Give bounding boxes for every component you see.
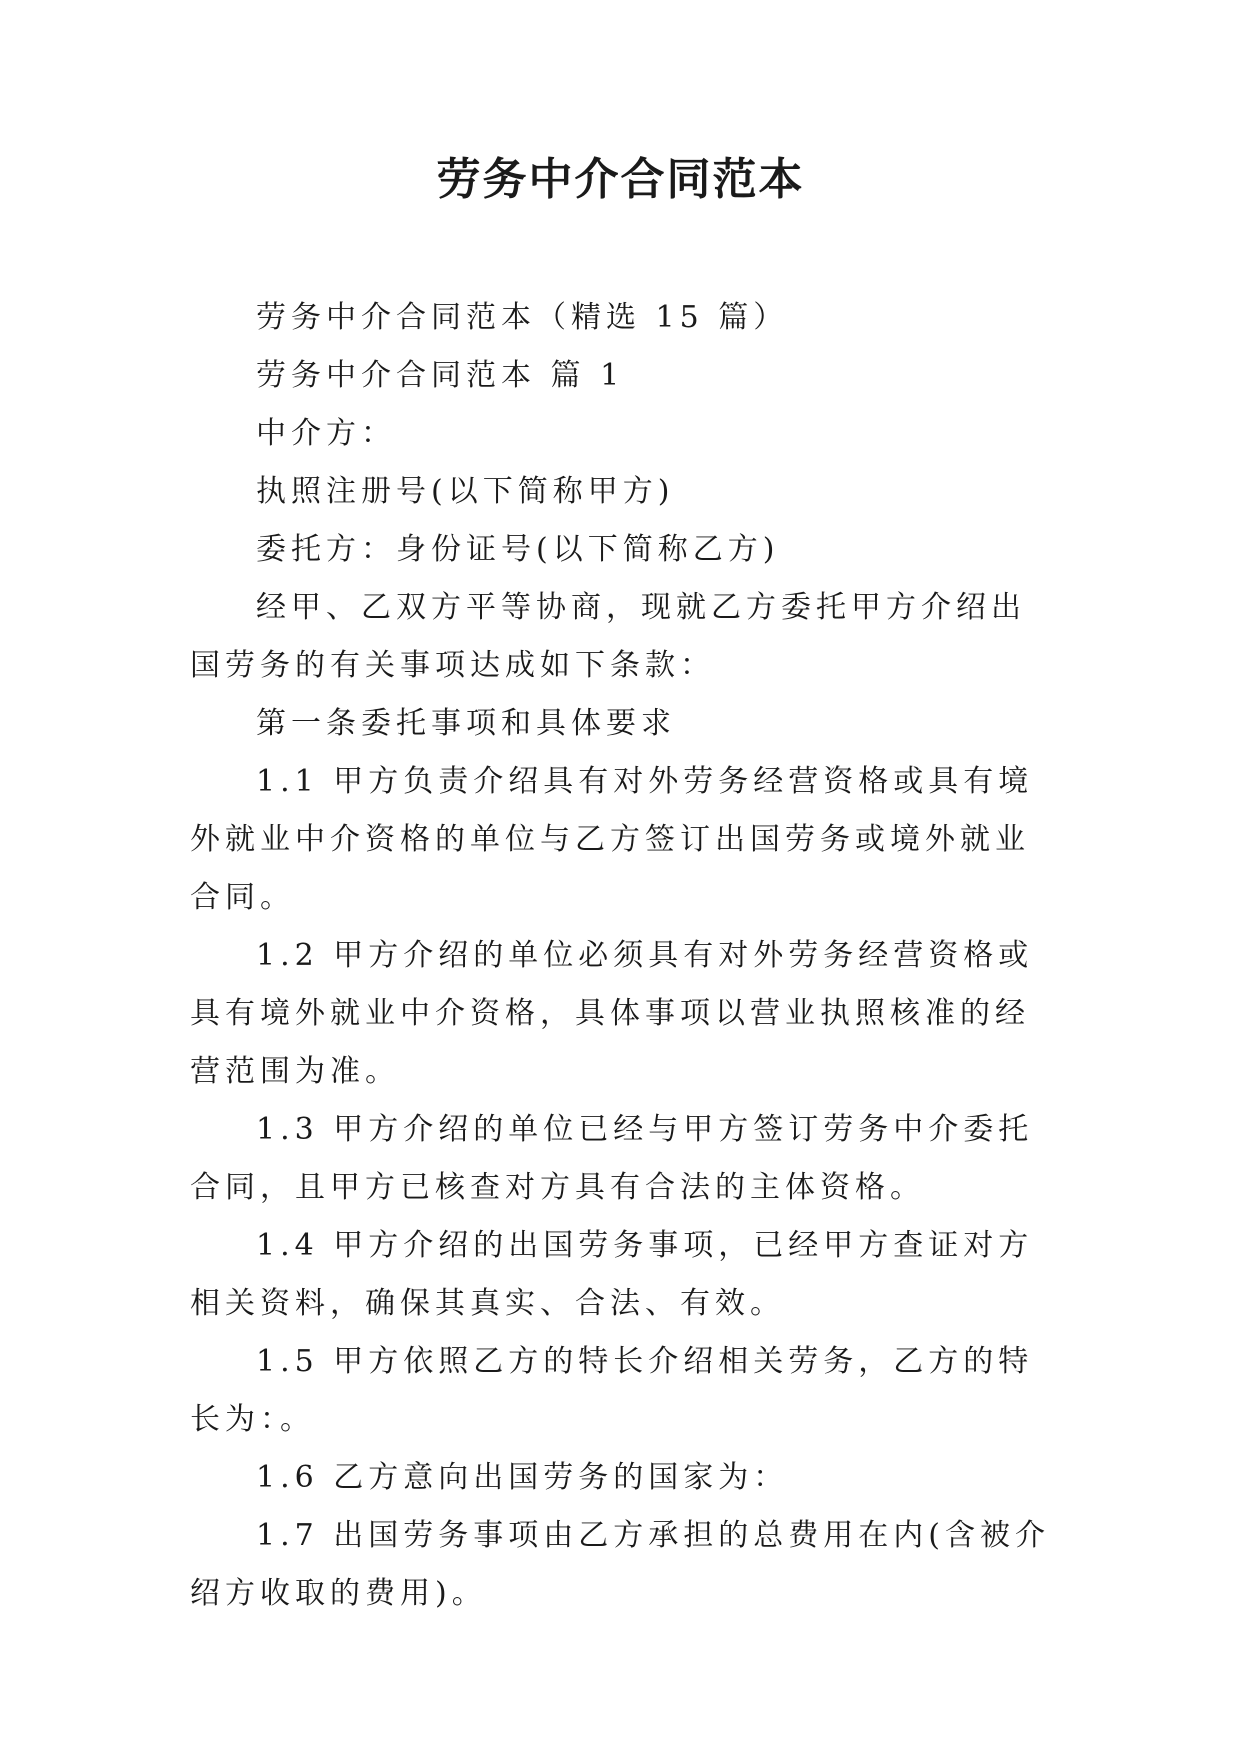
paragraph-clause-1-4: 1.4 甲方介绍的出国劳务事项，已经甲方查证对方相关资料，确保其真实、合法、有效。	[190, 1228, 1034, 1321]
paragraph-clause-1-1: 1.1 甲方负责介绍具有对外劳务经营资格或具有境外就业中介资格的单位与乙方签订出国劳务或境外就业合同。	[190, 764, 1034, 915]
paragraph-clause-1-5: 1.5 甲方依照乙方的特长介绍相关劳务，乙方的特长为：。	[190, 1344, 1034, 1437]
paragraph-article-1: 第一条委托事项和具体要求	[256, 706, 676, 741]
document-title: 劳务中介合同范本	[436, 154, 805, 205]
paragraph-intermediary: 中介方：	[256, 416, 396, 451]
paragraph-heading: 劳务中介合同范本（精选 15 篇）	[256, 300, 789, 335]
paragraph-clause-1-3: 1.3 甲方介绍的单位已经与甲方签订劳务中介委托合同，且甲方已核查对方具有合法的主体资格。	[190, 1112, 1034, 1205]
document-body	[190, 289, 1060, 1623]
paragraph-section-title: 劳务中介合同范本 篇 1	[256, 358, 625, 393]
paragraph-clause-1-6: 1.6 乙方意向出国劳务的国家为：	[256, 1460, 789, 1495]
paragraph-client: 委托方：身份证号(以下简称乙方)	[256, 532, 780, 567]
paragraph-license-number: 执照注册号(以下简称甲方)	[256, 474, 675, 509]
paragraph-preamble: 经甲、乙双方平等协商，现就乙方委托甲方介绍出国劳务的有关事项达成如下条款：	[190, 590, 1026, 683]
paragraph-clause-1-2: 1.2 甲方介绍的单位必须具有对外劳务经营资格或具有境外就业中介资格，具体事项以营业执照核准的经营范围为准。	[190, 938, 1034, 1089]
paragraph-clause-1-7: 1.7 出国劳务事项由乙方承担的总费用在内(含被介绍方收取的费用)。	[190, 1518, 1050, 1611]
